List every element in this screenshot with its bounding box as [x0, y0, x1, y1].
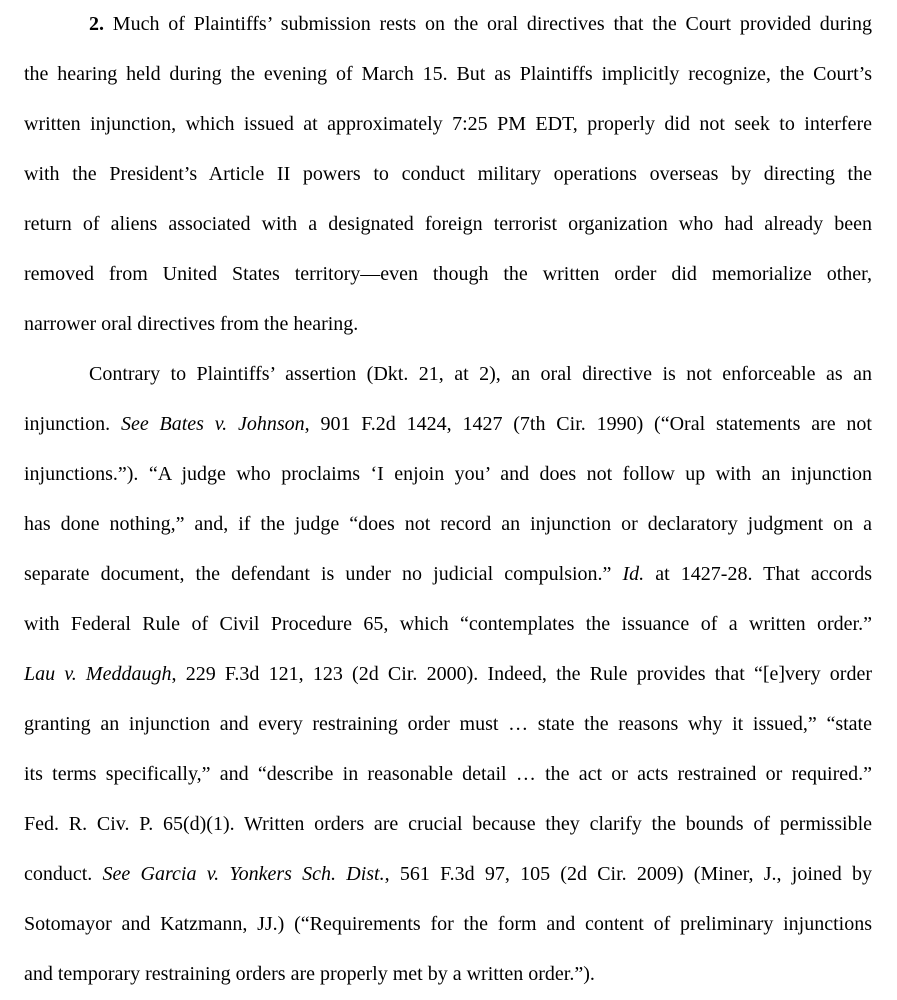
case-citation: Id. [622, 563, 645, 585]
paragraph-2-line-1 [89, 9, 872, 39]
case-citation: See Bates v. Johnson [120, 413, 305, 435]
paragraph-3-line-13: and temporary restraining orders are properly met by a written order.”). [24, 963, 595, 985]
paragraph-3-line-4: has done nothing,” and, if the judge “does not record an injunction or declaratory judgment on a [24, 513, 872, 535]
case-citation: Lau v. Meddaugh [24, 663, 172, 685]
line-text: Much of Plaintiffs’ submission rests on the oral directives that the Court provided during [104, 13, 872, 35]
paragraph-number: 2. [89, 13, 104, 35]
paragraph-3-line-7: Lau v. Meddaugh, 229 F.3d 121, 123 (2d Cir. 2000). Indeed, the Rule provides that “[e]very order [24, 663, 873, 685]
paragraph-3-line-10: Fed. R. Civ. P. 65(d)(1). Written orders are crucial because they clarify the bounds of permissible [24, 813, 872, 835]
paragraph-2-line-5: return of aliens associated with a designated foreign terrorist organization who had already been [24, 213, 872, 235]
case-citation: See Garcia v. Yonkers Sch. Dist. [102, 863, 385, 885]
paragraph-2-line-7: narrower oral directives from the hearing. [24, 313, 359, 335]
paragraph-3-line-6: with Federal Rule of Civil Procedure 65, which “contemplates the issuance of a written order.” [24, 613, 872, 635]
paragraph-3-line-11: conduct. See Garcia v. Yonkers Sch. Dist., 561 F.3d 97, 105 (2d Cir. 2009) (Miner, J., joined by [24, 863, 872, 885]
paragraph-3-line-3: injunctions.”). “A judge who proclaims ‘I enjoin you’ and does not follow up with an injunction [24, 463, 872, 485]
paragraph-2-line-4: with the President’s Article II powers to conduct military operations overseas by directing the [24, 163, 872, 185]
paragraph-3-line-5: separate document, the defendant is under no judicial compulsion.” Id. at 1427-28. That accords [24, 563, 872, 585]
paragraph-2-line-2: the hearing held during the evening of March 15. But as Plaintiffs implicitly recognize, the Court’s [24, 63, 872, 85]
paragraph-3-line-12: Sotomayor and Katzmann, JJ.) (“Requirements for the form and content of preliminary injunctions [24, 913, 872, 935]
paragraph-3-line-8: granting an injunction and every restraining order must … state the reasons why it issued,” “state [24, 713, 872, 735]
paragraph-2-line-3: written injunction, which issued at approximately 7:25 PM EDT, properly did not seek to interfere [24, 113, 872, 135]
paragraph-3-line-9: its terms specifically,” and “describe in reasonable detail … the act or acts restrained or required.” [24, 763, 872, 785]
paragraph-3-line-1: Contrary to Plaintiffs’ assertion (Dkt. 21, at 2), an oral directive is not enforceable as an [89, 363, 872, 385]
paragraph-3-line-2: injunction. See Bates v. Johnson, 901 F.2d 1424, 1427 (7th Cir. 1990) (“Oral statements are not [24, 413, 872, 435]
paragraph-2-line-6: removed from United States territory—even though the written order did memorialize other, [24, 263, 872, 285]
